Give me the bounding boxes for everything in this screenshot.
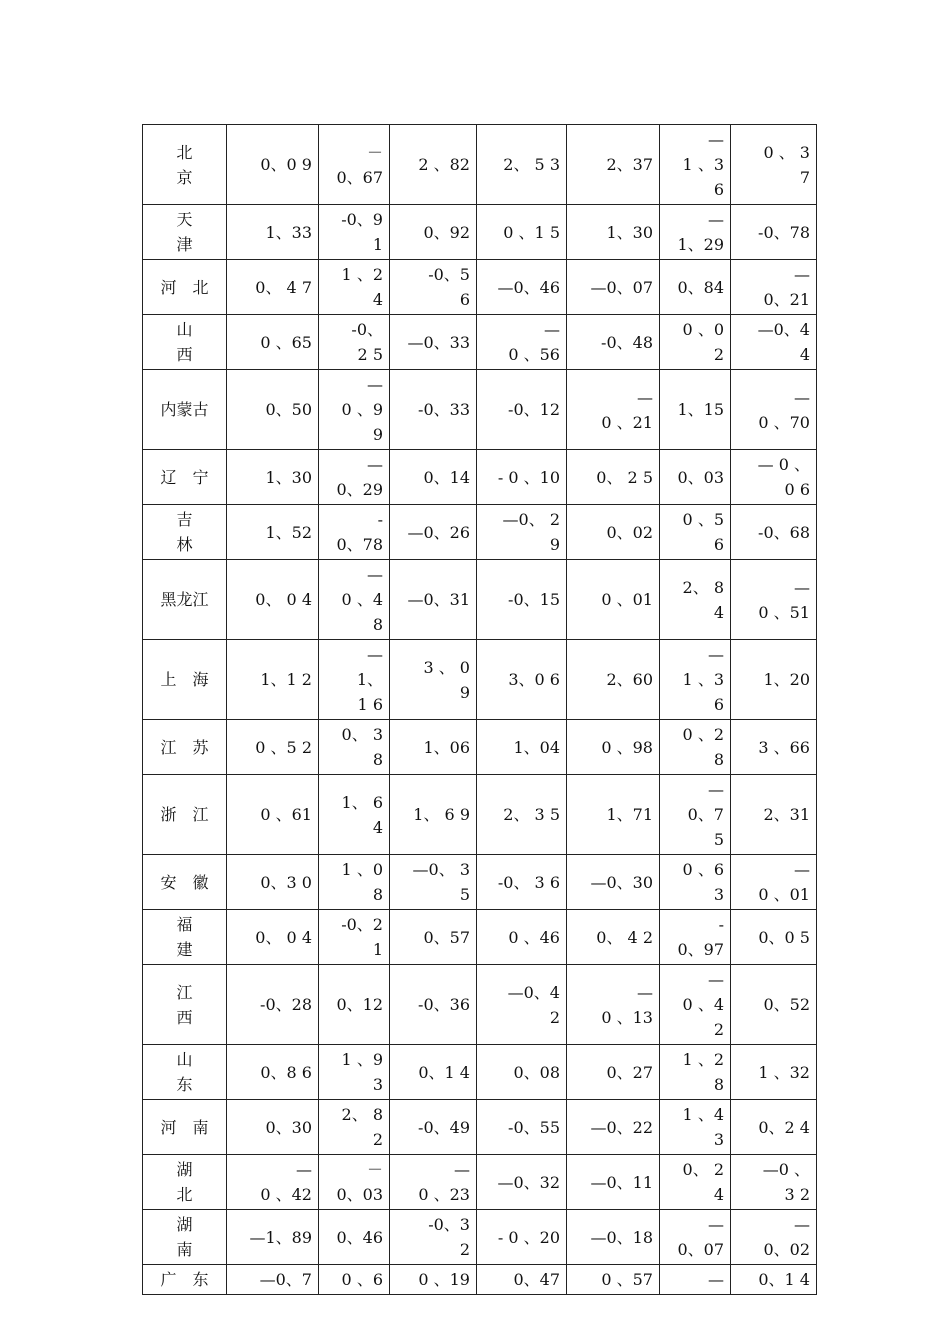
region-cell: 吉 林: [143, 505, 227, 560]
value-cell: 0、 4 7: [227, 260, 319, 315]
value-cell: 0、46: [319, 1210, 390, 1265]
value-cell: 2、31: [731, 775, 817, 855]
value-cell: 0、50: [227, 370, 319, 450]
value-cell: 0、 2 4: [660, 1155, 731, 1210]
table-row: [143, 260, 817, 315]
value-cell: -0、9 1: [319, 205, 390, 260]
region-cell: 广 东: [143, 1265, 227, 1295]
value-cell: 0 、2 8: [660, 720, 731, 775]
value-cell: 0 、5 6: [660, 505, 731, 560]
value-cell: 0、30: [227, 1100, 319, 1155]
value-cell: 0、12: [319, 965, 390, 1045]
region-cell: 湖 南: [143, 1210, 227, 1265]
value-cell: — 1、 1 6: [319, 640, 390, 720]
region-cell: 安 徽: [143, 855, 227, 910]
region-cell: 内蒙古: [143, 370, 227, 450]
table-row: [143, 1210, 817, 1265]
region-cell: 黑龙江: [143, 560, 227, 640]
value-cell: 1、04: [477, 720, 567, 775]
value-cell: —0、7: [227, 1265, 319, 1295]
value-cell: 0、92: [390, 205, 477, 260]
region-cell: 河 北: [143, 260, 227, 315]
region-cell: 山 西: [143, 315, 227, 370]
value-cell: 2、37: [567, 125, 660, 205]
value-cell: —1、89: [227, 1210, 319, 1265]
table-row: [143, 205, 817, 260]
value-cell: 1、 6 4: [319, 775, 390, 855]
region-cell: 河 南: [143, 1100, 227, 1155]
value-cell: 2、60: [567, 640, 660, 720]
value-cell: — 0、21: [731, 260, 817, 315]
table-row: [143, 505, 817, 560]
value-cell: —0、07: [567, 260, 660, 315]
value-cell: 1、15: [660, 370, 731, 450]
value-cell: 0、0 5: [731, 910, 817, 965]
value-cell: 3 、 0 9: [390, 640, 477, 720]
table-row: [143, 855, 817, 910]
value-cell: —0、32: [477, 1155, 567, 1210]
value-cell: 1、1 2: [227, 640, 319, 720]
value-cell: 1 、4 3: [660, 1100, 731, 1155]
table-row: [143, 370, 817, 450]
value-cell: 2、 8 2: [319, 1100, 390, 1155]
value-cell: 0、1 4: [731, 1265, 817, 1295]
value-cell: -0、49: [390, 1100, 477, 1155]
value-cell: —0 、 3 2: [731, 1155, 817, 1210]
value-cell: —0、30: [567, 855, 660, 910]
value-cell: 0、 0 4: [227, 560, 319, 640]
data-table: [142, 124, 817, 1295]
value-cell: — 1、29: [660, 205, 731, 260]
value-cell: 1、06: [390, 720, 477, 775]
value-cell: 1、33: [227, 205, 319, 260]
value-cell: —0、 3 5: [390, 855, 477, 910]
value-cell: - 0、78: [319, 505, 390, 560]
value-cell: 0、0 9: [227, 125, 319, 205]
table-row: [143, 315, 817, 370]
value-cell: —: [660, 1265, 731, 1295]
value-cell: 0、27: [567, 1045, 660, 1100]
value-cell: —0、18: [567, 1210, 660, 1265]
value-cell: 0 、 3 7: [731, 125, 817, 205]
value-cell: — 1 、3 6: [660, 125, 731, 205]
value-cell: 0、03: [660, 450, 731, 505]
value-cell: 0 、46: [477, 910, 567, 965]
table-row: [143, 720, 817, 775]
value-cell: — 1 、3 6: [660, 640, 731, 720]
value-cell: 0、08: [477, 1045, 567, 1100]
region-cell: 湖 北: [143, 1155, 227, 1210]
value-cell: -0、5 6: [390, 260, 477, 315]
region-cell: 北 京: [143, 125, 227, 205]
value-cell: 0、1 4: [390, 1045, 477, 1100]
table-row: [143, 450, 817, 505]
value-cell: 1、52: [227, 505, 319, 560]
value-cell: 0 、57: [567, 1265, 660, 1295]
value-cell: —0、22: [567, 1100, 660, 1155]
value-cell: 2、 3 5: [477, 775, 567, 855]
value-cell: 1、 6 9: [390, 775, 477, 855]
value-cell: 0 、98: [567, 720, 660, 775]
value-cell: 0 、0 2: [660, 315, 731, 370]
value-cell: 0、47: [477, 1265, 567, 1295]
value-cell: —0、4 2: [477, 965, 567, 1045]
value-cell: － 0、67: [319, 125, 390, 205]
value-cell: — 0、7 5: [660, 775, 731, 855]
value-cell: 0、02: [567, 505, 660, 560]
value-cell: — 0、02: [731, 1210, 817, 1265]
value-cell: — 0 、 0 6: [731, 450, 817, 505]
value-cell: -0、 2 5: [319, 315, 390, 370]
value-cell: -0、33: [390, 370, 477, 450]
value-cell: 0 、01: [567, 560, 660, 640]
value-cell: — 0 、13: [567, 965, 660, 1045]
value-cell: 0 、6: [319, 1265, 390, 1295]
table-row: [143, 1265, 817, 1295]
value-cell: 0、 4 2: [567, 910, 660, 965]
region-cell: 江 苏: [143, 720, 227, 775]
value-cell: -0、68: [731, 505, 817, 560]
value-cell: 0、84: [660, 260, 731, 315]
table-row: [143, 775, 817, 855]
value-cell: — 0 、42: [227, 1155, 319, 1210]
value-cell: -0、12: [477, 370, 567, 450]
value-cell: — 0、07: [660, 1210, 731, 1265]
region-cell: 辽 宁: [143, 450, 227, 505]
table-row: [143, 910, 817, 965]
value-cell: —0、11: [567, 1155, 660, 1210]
value-cell: —0、 2 9: [477, 505, 567, 560]
value-cell: 0 、61: [227, 775, 319, 855]
value-cell: 0 、5 2: [227, 720, 319, 775]
value-cell: — 0 、4 2: [660, 965, 731, 1045]
value-cell: 0、3 0: [227, 855, 319, 910]
value-cell: — 0 、51: [731, 560, 817, 640]
value-cell: — 0 、21: [567, 370, 660, 450]
value-cell: -0、2 1: [319, 910, 390, 965]
region-cell: 上 海: [143, 640, 227, 720]
region-cell: 天 津: [143, 205, 227, 260]
value-cell: 1、30: [567, 205, 660, 260]
value-cell: 2、 8 4: [660, 560, 731, 640]
value-cell: -0、78: [731, 205, 817, 260]
value-cell: 1、71: [567, 775, 660, 855]
value-cell: 1 、9 3: [319, 1045, 390, 1100]
value-cell: 0 、19: [390, 1265, 477, 1295]
value-cell: - 0 、10: [477, 450, 567, 505]
value-cell: 2 、82: [390, 125, 477, 205]
region-cell: 福 建: [143, 910, 227, 965]
value-cell: -0、48: [567, 315, 660, 370]
value-cell: — 0 、23: [390, 1155, 477, 1210]
value-cell: —0、31: [390, 560, 477, 640]
region-cell: 浙 江: [143, 775, 227, 855]
value-cell: -0、3 2: [390, 1210, 477, 1265]
value-cell: 1、20: [731, 640, 817, 720]
value-cell: － 0、03: [319, 1155, 390, 1210]
table-row: [143, 125, 817, 205]
value-cell: 1 、32: [731, 1045, 817, 1100]
value-cell: 0、52: [731, 965, 817, 1045]
table-row: [143, 1155, 817, 1210]
table-row: [143, 640, 817, 720]
table-row: [143, 1045, 817, 1100]
table-body: [143, 125, 817, 1295]
value-cell: 0、57: [390, 910, 477, 965]
value-cell: —0、26: [390, 505, 477, 560]
value-cell: 0 、6 3: [660, 855, 731, 910]
region-cell: 江 西: [143, 965, 227, 1045]
value-cell: 0、14: [390, 450, 477, 505]
value-cell: — 0 、4 8: [319, 560, 390, 640]
region-cell: 山 东: [143, 1045, 227, 1100]
value-cell: — 0 、9 9: [319, 370, 390, 450]
value-cell: 0、8 6: [227, 1045, 319, 1100]
value-cell: -0、15: [477, 560, 567, 640]
value-cell: 1、30: [227, 450, 319, 505]
value-cell: 0、 3 8: [319, 720, 390, 775]
value-cell: 1 、0 8: [319, 855, 390, 910]
value-cell: 0、2 4: [731, 1100, 817, 1155]
value-cell: - 0、97: [660, 910, 731, 965]
table-row: [143, 1100, 817, 1155]
table-row: [143, 560, 817, 640]
value-cell: —0、4 4: [731, 315, 817, 370]
value-cell: 0、 0 4: [227, 910, 319, 965]
value-cell: -0、55: [477, 1100, 567, 1155]
value-cell: -0、28: [227, 965, 319, 1045]
value-cell: -0、 3 6: [477, 855, 567, 910]
value-cell: 1 、2 8: [660, 1045, 731, 1100]
value-cell: 0 、1 5: [477, 205, 567, 260]
value-cell: 0、 2 5: [567, 450, 660, 505]
value-cell: —0、46: [477, 260, 567, 315]
value-cell: 3、0 6: [477, 640, 567, 720]
value-cell: -0、36: [390, 965, 477, 1045]
table-row: [143, 965, 817, 1045]
value-cell: — 0 、70: [731, 370, 817, 450]
value-cell: — 0、29: [319, 450, 390, 505]
value-cell: - 0 、20: [477, 1210, 567, 1265]
value-cell: — 0 、01: [731, 855, 817, 910]
value-cell: —0、33: [390, 315, 477, 370]
value-cell: 2、 5 3: [477, 125, 567, 205]
value-cell: 3 、66: [731, 720, 817, 775]
value-cell: 1 、2 4: [319, 260, 390, 315]
value-cell: 0 、65: [227, 315, 319, 370]
value-cell: — 0 、56: [477, 315, 567, 370]
